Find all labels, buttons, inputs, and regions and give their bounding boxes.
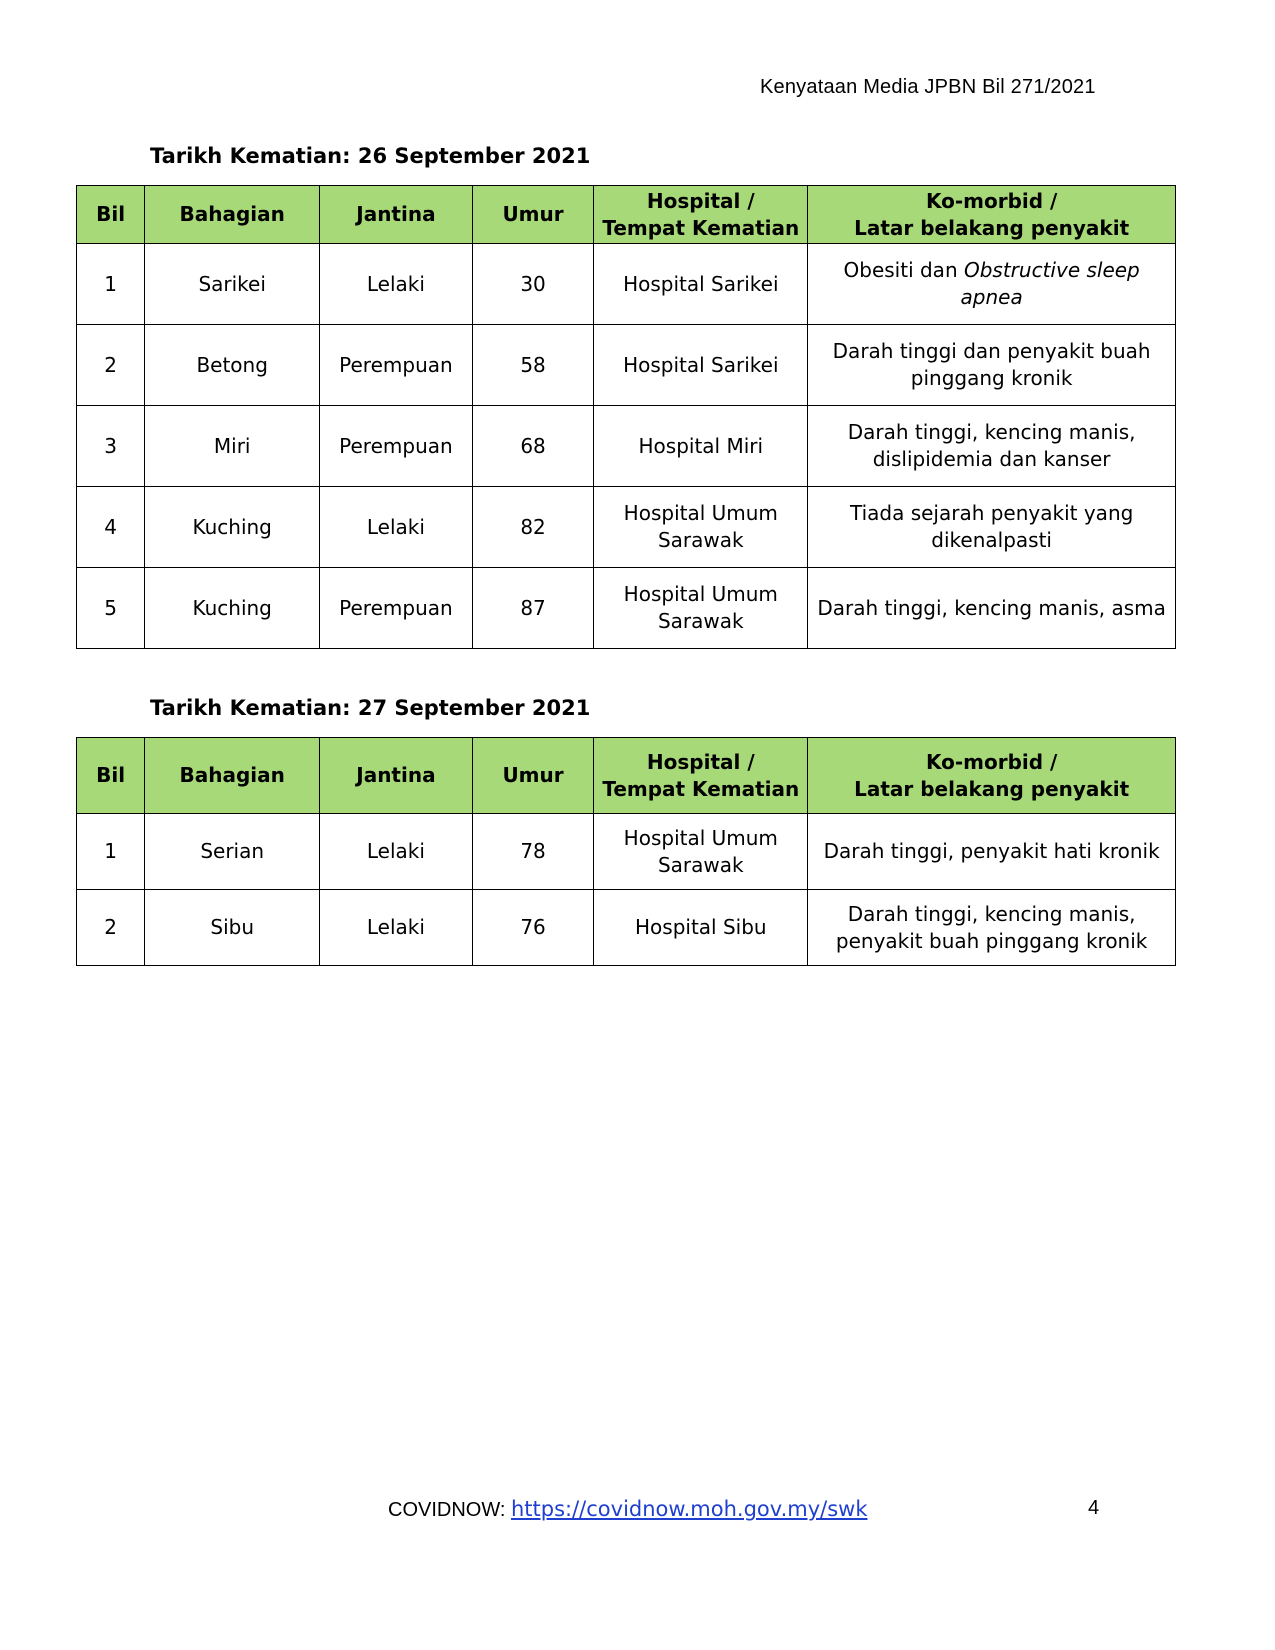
cell-hospital: Hospital Sibu — [594, 890, 808, 966]
cell-umur: 68 — [472, 406, 594, 487]
column-header-bil: Bil — [77, 738, 145, 814]
column-header-hospital-line1: Hospital / — [646, 188, 755, 213]
cell-bil: 2 — [77, 890, 145, 966]
cell-hospital: Hospital Miri — [594, 406, 808, 487]
cell-jantina: Perempuan — [320, 325, 473, 406]
table-header-row — [77, 186, 1176, 244]
cell-komorbid: Darah tinggi dan penyakit buah pinggang kronik — [808, 325, 1176, 406]
column-header-komorbid-line1: Ko-morbid / — [925, 188, 1058, 213]
column-header-hospital — [594, 186, 808, 244]
column-header-hospital-line2: Tempat Kematian — [602, 776, 800, 801]
cell-hospital: Hospital Umum Sarawak — [594, 568, 808, 649]
cell-jantina: Perempuan — [320, 568, 473, 649]
column-header-umur: Umur — [472, 738, 594, 814]
table-row — [77, 406, 1176, 487]
table-row — [77, 568, 1176, 649]
table-row — [77, 890, 1176, 966]
page-number: 4 — [1088, 1497, 1100, 1519]
column-header-umur: Umur — [472, 186, 594, 244]
column-header-hospital-line1: Hospital / — [646, 749, 755, 774]
komorbid-text: Obesiti dan — [843, 258, 964, 282]
footer-label: COVIDNOW: — [388, 1499, 511, 1521]
cell-umur: 76 — [472, 890, 594, 966]
table-row — [77, 325, 1176, 406]
cell-komorbid: Darah tinggi, penyakit hati kronik — [808, 814, 1176, 890]
section-title-27-september: Tarikh Kematian: 27 September 2021 — [150, 696, 591, 720]
column-header-hospital-line2: Tempat Kematian — [602, 215, 800, 240]
cell-bil: 3 — [77, 406, 145, 487]
column-header-jantina: Jantina — [320, 738, 473, 814]
column-header-bahagian: Bahagian — [145, 738, 320, 814]
komorbid-italic-text: Obstructive sleep apnea — [960, 258, 1140, 309]
deaths-table-26-september — [76, 185, 1176, 649]
deaths-table-27-september — [76, 737, 1176, 966]
cell-komorbid: Darah tinggi, kencing manis, dislipidemia dan kanser — [808, 406, 1176, 487]
cell-umur: 78 — [472, 814, 594, 890]
covidnow-link[interactable]: https://covidnow.moh.gov.my/swk — [510, 1497, 868, 1521]
cell-umur: 30 — [472, 244, 594, 325]
column-header-jantina: Jantina — [320, 186, 473, 244]
cell-hospital: Hospital Umum Sarawak — [594, 814, 808, 890]
cell-umur: 58 — [472, 325, 594, 406]
cell-bil: 5 — [77, 568, 145, 649]
cell-jantina: Lelaki — [320, 487, 473, 568]
column-header-bahagian: Bahagian — [145, 186, 320, 244]
cell-umur: 82 — [472, 487, 594, 568]
cell-jantina: Lelaki — [320, 890, 473, 966]
cell-bahagian: Miri — [145, 406, 320, 487]
table-row — [77, 244, 1176, 325]
cell-bahagian: Sibu — [145, 890, 320, 966]
table-header-row — [77, 738, 1176, 814]
cell-bahagian: Kuching — [145, 487, 320, 568]
column-header-hospital — [594, 738, 808, 814]
cell-bahagian: Kuching — [145, 568, 320, 649]
cell-bahagian: Serian — [145, 814, 320, 890]
column-header-bil: Bil — [77, 186, 145, 244]
cell-jantina: Lelaki — [320, 814, 473, 890]
column-header-komorbid — [808, 186, 1176, 244]
footer — [388, 1497, 868, 1522]
cell-umur: 87 — [472, 568, 594, 649]
cell-bahagian: Sarikei — [145, 244, 320, 325]
column-header-komorbid-line2: Latar belakang penyakit — [854, 215, 1130, 240]
cell-komorbid: Darah tinggi, kencing manis, asma — [808, 568, 1176, 649]
cell-hospital: Hospital Sarikei — [594, 244, 808, 325]
cell-jantina: Lelaki — [320, 244, 473, 325]
document-header: Kenyataan Media JPBN Bil 271/2021 — [760, 76, 1096, 98]
cell-bahagian: Betong — [145, 325, 320, 406]
cell-bil: 2 — [77, 325, 145, 406]
cell-komorbid: Darah tinggi, kencing manis, penyakit buah pinggang kronik — [808, 890, 1176, 966]
cell-bil: 1 — [77, 814, 145, 890]
cell-hospital: Hospital Sarikei — [594, 325, 808, 406]
table-row — [77, 487, 1176, 568]
cell-bil: 1 — [77, 244, 145, 325]
table-row — [77, 814, 1176, 890]
column-header-komorbid-line1: Ko-morbid / — [925, 749, 1058, 774]
cell-komorbid: Tiada sejarah penyakit yang dikenalpasti — [808, 487, 1176, 568]
cell-hospital: Hospital Umum Sarawak — [594, 487, 808, 568]
cell-jantina: Perempuan — [320, 406, 473, 487]
column-header-komorbid — [808, 738, 1176, 814]
cell-komorbid — [808, 244, 1176, 325]
column-header-komorbid-line2: Latar belakang penyakit — [854, 776, 1130, 801]
section-title-26-september: Tarikh Kematian: 26 September 2021 — [150, 144, 591, 168]
cell-bil: 4 — [77, 487, 145, 568]
